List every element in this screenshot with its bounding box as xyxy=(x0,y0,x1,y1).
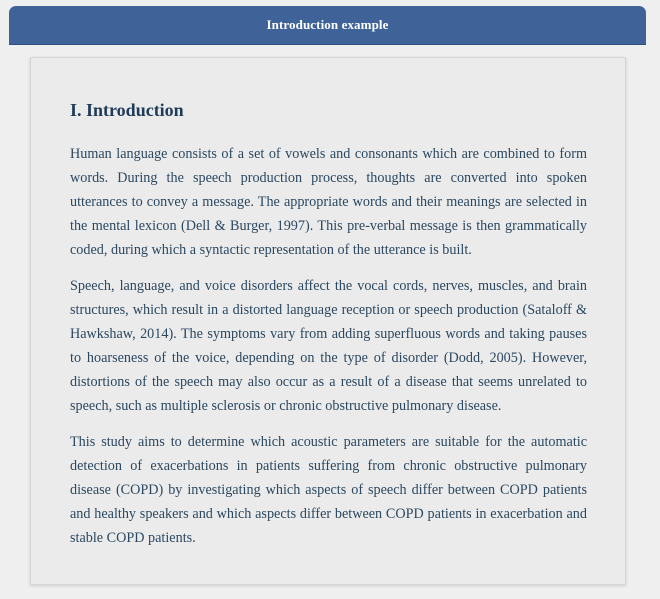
header-bar xyxy=(9,6,646,45)
paragraph-1: Human language consists of a set of vowels and consonants which are combined to form words. During the speech production process, thoughts are converted into spoken utterances to convey a message. The appropriate words and their meanings are selected in the mental lexicon (Dell & Burger, 1997). This pre-verbal message is then grammatically coded, during which a syntactic representation of the utterance is built. xyxy=(70,146,587,258)
header-title: Introduction example xyxy=(266,17,389,32)
paragraph-3: This study aims to determine which acoustic parameters are suitable for the automatic detection of exacerbations in patients suffering from chronic obstructive pulmonary disease (COPD) by investigating which aspects of speech differ between COPD patients and healthy speakers and which aspects differ between COPD patients in exacerbation and stable COPD patients. xyxy=(70,434,587,546)
section-title: I. Introduction xyxy=(70,100,184,120)
paragraph-2: Speech, language, and voice disorders affect the vocal cords, nerves, muscles, and brain structures, which result in a distorted language reception or speech production (Sataloff & Hawkshaw, 2014). The symptoms vary from adding superfluous words and taking pauses to hoarseness of the voice, depending on the type of disorder (Dodd, 2005). However, distortions of the speech may also occur as a result of a disease that seems unrelated to speech, such as multiple sclerosis or chronic obstructive pulmonary disease. xyxy=(70,278,587,414)
content-card xyxy=(30,57,626,585)
